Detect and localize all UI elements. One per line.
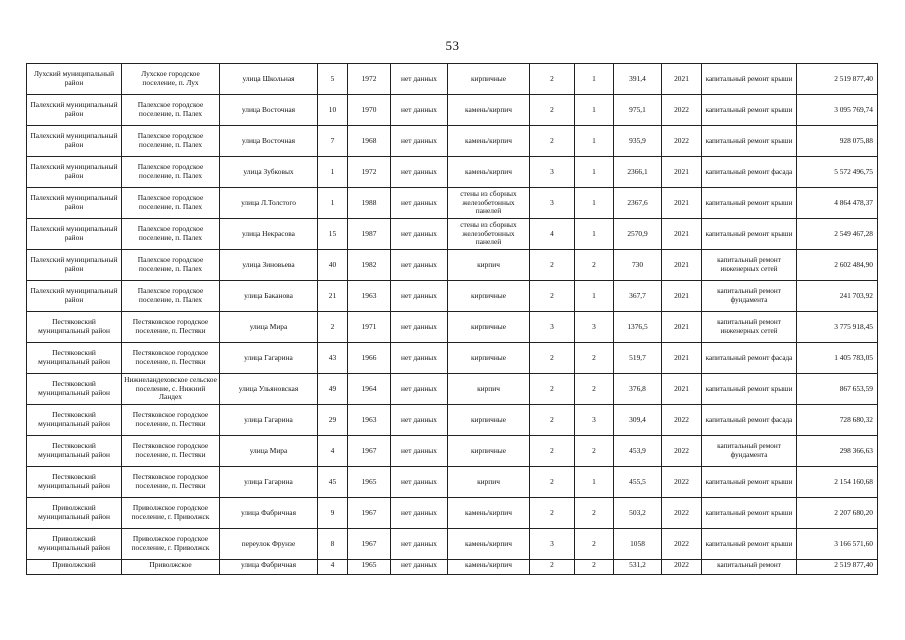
area-cell: 2367,6 [614, 188, 662, 219]
entrances-cell: 1 [575, 64, 614, 95]
house-number-cell: 45 [318, 467, 348, 498]
repair-cost-cell: 3 166 571,60 [797, 529, 878, 560]
build-year-cell: 1963 [348, 281, 391, 312]
repair-year-cell: нет данных [391, 560, 448, 575]
house-number-cell: 4 [318, 560, 348, 575]
street-cell: улица Л.Толстого [220, 188, 318, 219]
build-year-cell: 1966 [348, 343, 391, 374]
floors-cell: 3 [530, 312, 575, 343]
street-cell: улица Ульяновская [220, 374, 318, 405]
table-row [27, 250, 878, 281]
table-row [27, 312, 878, 343]
work-type-cell: капитальный ремонт крыши [702, 219, 797, 250]
plan-year-cell: 2021 [662, 157, 702, 188]
plan-year-cell: 2022 [662, 498, 702, 529]
table-row [27, 95, 878, 126]
repair-year-cell: нет данных [391, 281, 448, 312]
repair-cost-cell: 5 572 496,75 [797, 157, 878, 188]
settlement-cell: Пестяковское городское поселение, п. Пестяки [122, 343, 220, 374]
house-number-cell: 2 [318, 312, 348, 343]
house-number-cell: 8 [318, 529, 348, 560]
entrances-cell: 1 [575, 219, 614, 250]
repair-year-cell: нет данных [391, 436, 448, 467]
house-number-cell: 10 [318, 95, 348, 126]
street-cell: улица Восточная [220, 95, 318, 126]
work-type-cell: капитальный ремонт инженерных сетей [702, 250, 797, 281]
district-cell: Палехский муниципальный район [27, 157, 122, 188]
entrances-cell: 1 [575, 126, 614, 157]
work-type-cell: капитальный ремонт фасада [702, 343, 797, 374]
work-type-cell: капитальный ремонт крыши [702, 188, 797, 219]
street-cell: улица Мира [220, 436, 318, 467]
repair-year-cell: нет данных [391, 64, 448, 95]
repair-cost-cell: 2 602 484,90 [797, 250, 878, 281]
district-cell: Палехский муниципальный район [27, 95, 122, 126]
district-cell: Пестяковский муниципальный район [27, 436, 122, 467]
street-cell: улица Гагарина [220, 343, 318, 374]
plan-year-cell: 2022 [662, 405, 702, 436]
entrances-cell: 3 [575, 405, 614, 436]
build-year-cell: 1982 [348, 250, 391, 281]
floors-cell: 2 [530, 126, 575, 157]
repair-year-cell: нет данных [391, 343, 448, 374]
area-cell: 503,2 [614, 498, 662, 529]
floors-cell: 2 [530, 498, 575, 529]
street-cell: улица Зиновьева [220, 250, 318, 281]
area-cell: 455,5 [614, 467, 662, 498]
build-year-cell: 1968 [348, 126, 391, 157]
area-cell: 453,9 [614, 436, 662, 467]
page-number: 53 [445, 38, 460, 53]
house-number-cell: 1 [318, 157, 348, 188]
work-type-cell: капитальный ремонт крыши [702, 64, 797, 95]
settlement-cell: Палехское городское поселение, п. Палех [122, 281, 220, 312]
floors-cell: 2 [530, 95, 575, 126]
table-row [27, 436, 878, 467]
wall-material-cell: кирпич [448, 250, 530, 281]
street-cell: переулок Фрунзе [220, 529, 318, 560]
plan-year-cell: 2022 [662, 560, 702, 575]
district-cell: Палехский муниципальный район [27, 126, 122, 157]
wall-material-cell: камень/кирпич [448, 498, 530, 529]
wall-material-cell: кирпич [448, 374, 530, 405]
district-cell: Пестяковский муниципальный район [27, 467, 122, 498]
floors-cell: 3 [530, 188, 575, 219]
entrances-cell: 2 [575, 250, 614, 281]
area-cell: 975,1 [614, 95, 662, 126]
district-cell: Приволжский муниципальный район [27, 498, 122, 529]
house-number-cell: 1 [318, 188, 348, 219]
district-cell: Палехский муниципальный район [27, 219, 122, 250]
floors-cell: 2 [530, 281, 575, 312]
work-type-cell: капитальный ремонт фасада [702, 405, 797, 436]
settlement-cell: Палехское городское поселение, п. Палех [122, 157, 220, 188]
table-row [27, 126, 878, 157]
wall-material-cell: кирпичные [448, 64, 530, 95]
repair-cost-cell: 1 405 783,05 [797, 343, 878, 374]
repair-cost-cell: 4 864 478,37 [797, 188, 878, 219]
settlement-cell: Приволжское городское поселение, г. Приволжск [122, 498, 220, 529]
house-number-cell: 15 [318, 219, 348, 250]
street-cell: улица Баканова [220, 281, 318, 312]
area-cell: 1376,5 [614, 312, 662, 343]
area-cell: 2570,9 [614, 219, 662, 250]
street-cell: улица Гагарина [220, 405, 318, 436]
entrances-cell: 2 [575, 343, 614, 374]
repair-year-cell: нет данных [391, 405, 448, 436]
housing-repair-table [26, 63, 878, 575]
wall-material-cell: кирпич [448, 467, 530, 498]
entrances-cell: 1 [575, 157, 614, 188]
build-year-cell: 1963 [348, 405, 391, 436]
work-type-cell: капитальный ремонт крыши [702, 374, 797, 405]
area-cell: 391,4 [614, 64, 662, 95]
house-number-cell: 49 [318, 374, 348, 405]
repair-cost-cell: 2 154 160,68 [797, 467, 878, 498]
work-type-cell: капитальный ремонт [702, 560, 797, 575]
floors-cell: 3 [530, 157, 575, 188]
table-row [27, 374, 878, 405]
plan-year-cell: 2022 [662, 529, 702, 560]
house-number-cell: 29 [318, 405, 348, 436]
repair-year-cell: нет данных [391, 529, 448, 560]
work-type-cell: капитальный ремонт крыши [702, 498, 797, 529]
wall-material-cell: камень/кирпич [448, 529, 530, 560]
area-cell: 2366,1 [614, 157, 662, 188]
build-year-cell: 1964 [348, 374, 391, 405]
settlement-cell: Пестяковское городское поселение, п. Пестяки [122, 436, 220, 467]
repair-cost-cell: 2 207 680,20 [797, 498, 878, 529]
entrances-cell: 2 [575, 560, 614, 575]
wall-material-cell: стены из сборных железобетонных панелей [448, 219, 530, 250]
wall-material-cell: камень/кирпич [448, 95, 530, 126]
table-row [27, 157, 878, 188]
house-number-cell: 5 [318, 64, 348, 95]
area-cell: 376,8 [614, 374, 662, 405]
repair-year-cell: нет данных [391, 219, 448, 250]
repair-year-cell: нет данных [391, 467, 448, 498]
plan-year-cell: 2021 [662, 343, 702, 374]
district-cell: Пестяковский муниципальный район [27, 374, 122, 405]
table-body [27, 64, 878, 575]
street-cell: улица Некрасова [220, 219, 318, 250]
floors-cell: 2 [530, 64, 575, 95]
settlement-cell: Пестяковское городское поселение, п. Пестяки [122, 405, 220, 436]
plan-year-cell: 2021 [662, 188, 702, 219]
area-cell: 730 [614, 250, 662, 281]
floors-cell: 2 [530, 374, 575, 405]
district-cell: Приволжский [27, 560, 122, 575]
area-cell: 309,4 [614, 405, 662, 436]
repair-cost-cell: 728 680,32 [797, 405, 878, 436]
floors-cell: 2 [530, 250, 575, 281]
street-cell: улица Зубковых [220, 157, 318, 188]
repair-cost-cell: 867 653,59 [797, 374, 878, 405]
settlement-cell: Палехское городское поселение, п. Палех [122, 95, 220, 126]
settlement-cell: Палехское городское поселение, п. Палех [122, 188, 220, 219]
house-number-cell: 43 [318, 343, 348, 374]
area-cell: 367,7 [614, 281, 662, 312]
repair-year-cell: нет данных [391, 126, 448, 157]
table-row [27, 467, 878, 498]
repair-year-cell: нет данных [391, 312, 448, 343]
settlement-cell: Приволжское городское поселение, г. Приволжск [122, 529, 220, 560]
entrances-cell: 1 [575, 188, 614, 219]
wall-material-cell: стены из сборных железобетонных панелей [448, 188, 530, 219]
repair-cost-cell: 3 095 769,74 [797, 95, 878, 126]
table-row [27, 498, 878, 529]
district-cell: Палехский муниципальный район [27, 281, 122, 312]
house-number-cell: 21 [318, 281, 348, 312]
settlement-cell: Пестяковское городское поселение, п. Пестяки [122, 312, 220, 343]
district-cell: Палехский муниципальный район [27, 250, 122, 281]
floors-cell: 3 [530, 529, 575, 560]
wall-material-cell: камень/кирпич [448, 126, 530, 157]
table-row [27, 281, 878, 312]
plan-year-cell: 2022 [662, 467, 702, 498]
plan-year-cell: 2021 [662, 312, 702, 343]
build-year-cell: 1972 [348, 64, 391, 95]
work-type-cell: капитальный ремонт крыши [702, 467, 797, 498]
build-year-cell: 1970 [348, 95, 391, 126]
area-cell: 531,2 [614, 560, 662, 575]
plan-year-cell: 2021 [662, 250, 702, 281]
work-type-cell: капитальный ремонт фундамента [702, 281, 797, 312]
street-cell: улица Восточная [220, 126, 318, 157]
house-number-cell: 7 [318, 126, 348, 157]
build-year-cell: 1987 [348, 219, 391, 250]
plan-year-cell: 2021 [662, 281, 702, 312]
settlement-cell: Палехское городское поселение, п. Палех [122, 126, 220, 157]
wall-material-cell: кирпичные [448, 405, 530, 436]
floors-cell: 2 [530, 405, 575, 436]
floors-cell: 2 [530, 560, 575, 575]
repair-cost-cell: 2 549 467,28 [797, 219, 878, 250]
entrances-cell: 2 [575, 498, 614, 529]
district-cell: Пестяковский муниципальный район [27, 405, 122, 436]
build-year-cell: 1972 [348, 157, 391, 188]
floors-cell: 4 [530, 219, 575, 250]
wall-material-cell: кирпичные [448, 312, 530, 343]
settlement-cell: Приволжское [122, 560, 220, 575]
settlement-cell: Пестяковское городское поселение, п. Пестяки [122, 467, 220, 498]
repair-cost-cell: 241 703,92 [797, 281, 878, 312]
entrances-cell: 2 [575, 436, 614, 467]
plan-year-cell: 2022 [662, 436, 702, 467]
entrances-cell: 1 [575, 281, 614, 312]
work-type-cell: капитальный ремонт крыши [702, 126, 797, 157]
plan-year-cell: 2021 [662, 219, 702, 250]
work-type-cell: капитальный ремонт крыши [702, 95, 797, 126]
area-cell: 1058 [614, 529, 662, 560]
repair-cost-cell: 2 519 877,40 [797, 560, 878, 575]
repair-year-cell: нет данных [391, 157, 448, 188]
table-row [27, 529, 878, 560]
street-cell: улица Фабричная [220, 498, 318, 529]
area-cell: 935,9 [614, 126, 662, 157]
floors-cell: 2 [530, 343, 575, 374]
entrances-cell: 2 [575, 529, 614, 560]
wall-material-cell: кирпичные [448, 343, 530, 374]
street-cell: улица Гагарина [220, 467, 318, 498]
area-cell: 519,7 [614, 343, 662, 374]
table-row [27, 188, 878, 219]
entrances-cell: 3 [575, 312, 614, 343]
street-cell: улица Фабричная [220, 560, 318, 575]
district-cell: Пестяковский муниципальный район [27, 343, 122, 374]
repair-cost-cell: 2 519 877,40 [797, 64, 878, 95]
work-type-cell: капитальный ремонт фасада [702, 157, 797, 188]
entrances-cell: 1 [575, 95, 614, 126]
repair-year-cell: нет данных [391, 374, 448, 405]
table-row [27, 343, 878, 374]
wall-material-cell: камень/кирпич [448, 157, 530, 188]
street-cell: улица Школьная [220, 64, 318, 95]
house-number-cell: 9 [318, 498, 348, 529]
build-year-cell: 1988 [348, 188, 391, 219]
work-type-cell: капитальный ремонт инженерных сетей [702, 312, 797, 343]
build-year-cell: 1965 [348, 560, 391, 575]
wall-material-cell: кирпичные [448, 281, 530, 312]
settlement-cell: Нижнеландеховское сельское поселение, с. Нижний Ландех [122, 374, 220, 405]
build-year-cell: 1967 [348, 529, 391, 560]
repair-year-cell: нет данных [391, 95, 448, 126]
build-year-cell: 1967 [348, 498, 391, 529]
repair-cost-cell: 3 775 918,45 [797, 312, 878, 343]
house-number-cell: 4 [318, 436, 348, 467]
settlement-cell: Палехское городское поселение, п. Палех [122, 219, 220, 250]
work-type-cell: капитальный ремонт крыши [702, 529, 797, 560]
district-cell: Лухский муниципальный район [27, 64, 122, 95]
district-cell: Приволжский муниципальный район [27, 529, 122, 560]
build-year-cell: 1965 [348, 467, 391, 498]
build-year-cell: 1967 [348, 436, 391, 467]
plan-year-cell: 2021 [662, 64, 702, 95]
wall-material-cell: кирпичные [448, 436, 530, 467]
floors-cell: 2 [530, 467, 575, 498]
settlement-cell: Лухское городское поселение, п. Лух [122, 64, 220, 95]
repair-year-cell: нет данных [391, 250, 448, 281]
repair-year-cell: нет данных [391, 188, 448, 219]
plan-year-cell: 2022 [662, 126, 702, 157]
floors-cell: 2 [530, 436, 575, 467]
entrances-cell: 2 [575, 374, 614, 405]
street-cell: улица Мира [220, 312, 318, 343]
entrances-cell: 1 [575, 467, 614, 498]
wall-material-cell: камень/кирпич [448, 560, 530, 575]
house-number-cell: 40 [318, 250, 348, 281]
build-year-cell: 1971 [348, 312, 391, 343]
repair-year-cell: нет данных [391, 498, 448, 529]
repair-cost-cell: 928 075,88 [797, 126, 878, 157]
table-row [27, 560, 878, 575]
table-row [27, 405, 878, 436]
repair-cost-cell: 298 366,63 [797, 436, 878, 467]
district-cell: Пестяковский муниципальный район [27, 312, 122, 343]
district-cell: Палехский муниципальный район [27, 188, 122, 219]
settlement-cell: Палехское городское поселение, п. Палех [122, 250, 220, 281]
table-row [27, 219, 878, 250]
plan-year-cell: 2022 [662, 95, 702, 126]
work-type-cell: капитальный ремонт фундамента [702, 436, 797, 467]
table-row [27, 64, 878, 95]
plan-year-cell: 2021 [662, 374, 702, 405]
